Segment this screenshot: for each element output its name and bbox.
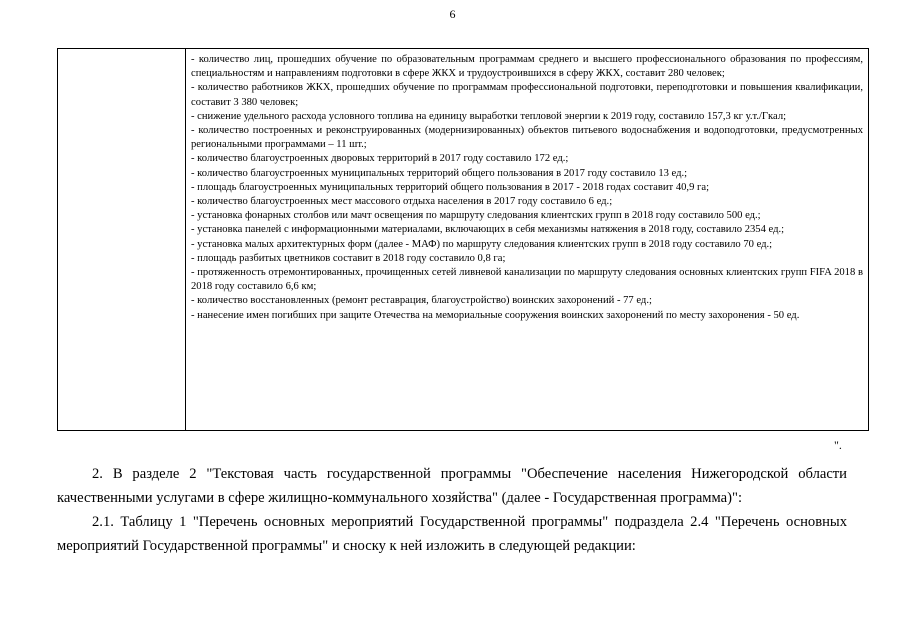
- closing-quote: ".: [834, 438, 842, 452]
- indicator-item: - площадь благоустроенных муниципальных территорий общего пользования в 2017 - 2018 годах составит 40,9 га;: [191, 181, 710, 193]
- indicator-item: - снижение удельного расхода условного топлива на единицу выработки тепловой энергии к 2019 году, составило 157,3 кг у.т./Гкал;: [191, 110, 787, 122]
- page-number: 6: [449, 7, 456, 21]
- indicator-item: - количество лиц, прошедших обучение по образовательным программам среднего и высшего профессионального образования по профессиям, специальностям и направлениям подготовки в сфере ЖКХ и трудоустроившихся в сферу ЖКХ, составит 280 человек;: [191, 54, 863, 80]
- indicator-item: - протяженность отремонтированных, прочищенных сетей ливневой канализации по маршруту следования основных клиентских групп FIFA 2018 в 2018 году составило 6,6 км;: [191, 267, 863, 293]
- indicator-item: - количество благоустроенных дворовых территорий в 2017 году составило 172 ед.;: [191, 153, 569, 165]
- indicator-item: - количество построенных и реконструированных (модернизированных) объектов питьевого водоснабжения и водоподготовки, предусмотренных региональными программами – 11 шт.;: [191, 125, 863, 151]
- indicator-item: - установка панелей с информационными материалами, включающих в себя механизмы натяжения в 2018 году, составило 2354 ед.;: [191, 224, 785, 236]
- indicator-item: - количество работников ЖКХ, прошедших обучение по программам профессиональной подготовки, переподготовки и повышения квалификации, составит 3 380 человек;: [191, 82, 863, 108]
- paragraph: 2.1. Таблицу 1 "Перечень основных мероприятий Государственной программы" подраздела 2.4 "Перечень основных мероприятий Государственной программы" и сноску к ней изложить в следующей редакции:: [57, 514, 847, 554]
- indicator-item: - установка малых архитектурных форм (далее - МАФ) по маршруту следования клиентских групп в 2018 году составило 70 ед.;: [191, 238, 773, 250]
- table-right-cell: [186, 49, 868, 430]
- indicator-item: - площадь разбитых цветников составит в 2018 году составило 0,8 га;: [191, 252, 506, 264]
- indicator-item: - количество благоустроенных мест массового отдыха населения в 2017 году составило 6 ед.;: [191, 196, 613, 208]
- indicator-item: - нанесение имен погибших при защите Отечества на мемориальные сооружения воинских захоронений по месту захоронения - 50 ед.: [191, 309, 800, 321]
- table-left-cell: [58, 49, 186, 430]
- paragraph: 2. В разделе 2 "Текстовая часть государственной программы "Обеспечение населения Нижегородской области качественными услугами в сфере жилищно-коммунального хозяйства" (далее - Государственная программа)":: [57, 466, 847, 506]
- indicator-item: - установка фонарных столбов или мачт освещения по маршруту следования клиентских групп в 2018 году составило 500 ед.;: [191, 210, 761, 222]
- indicators-table: [57, 48, 869, 431]
- indicator-item: - количество благоустроенных муниципальных территорий общего пользования в 2017 году составило 13 ед.;: [191, 167, 688, 179]
- indicator-item: - количество восстановленных (ремонт реставрация, благоустройство) воинских захоронений - 77 ед.;: [191, 295, 652, 307]
- body-text: [57, 462, 847, 558]
